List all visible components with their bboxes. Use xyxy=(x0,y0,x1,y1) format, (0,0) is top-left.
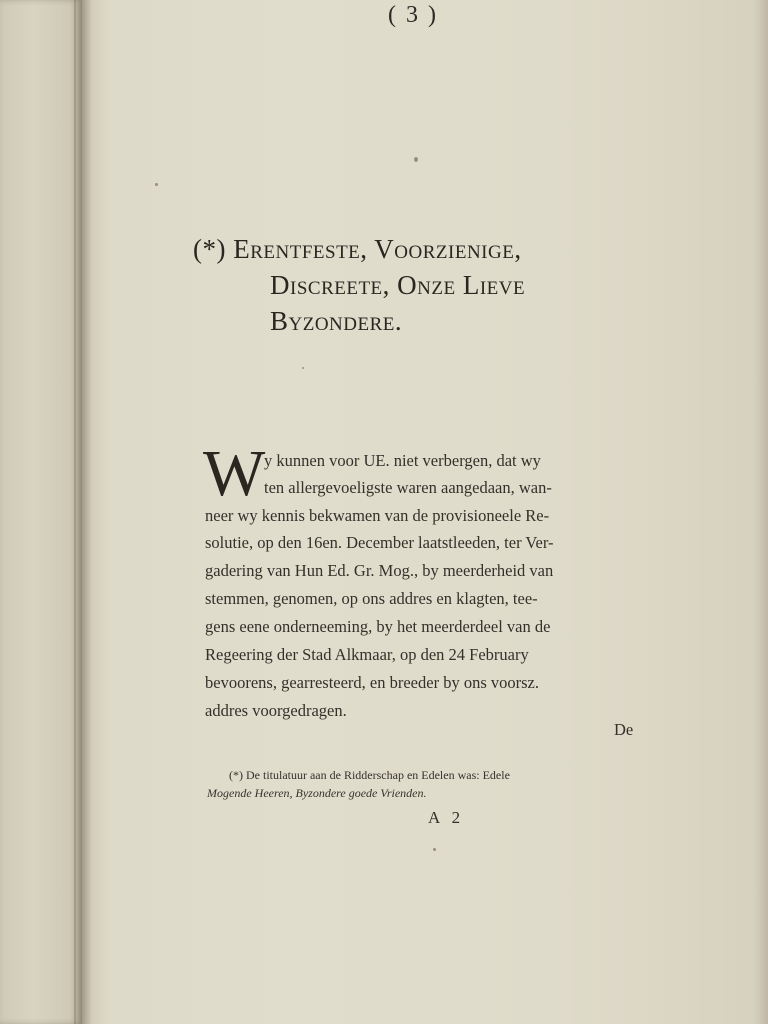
body-line: Regeering der Stad Alkmaar, op den 24 February xyxy=(205,645,529,664)
body-line: neer wy kennis bekwamen van de provisioneele Re- xyxy=(205,506,550,525)
paper-speck xyxy=(155,183,158,186)
body-line: addres voorgedragen. xyxy=(205,701,347,720)
heading-line-2: Discreete, Onze Lieve xyxy=(270,270,526,300)
gutter-shadow xyxy=(82,0,92,1024)
paper-speck xyxy=(414,157,418,162)
paper-speck xyxy=(433,848,436,851)
body-line: bevoorens, gearresteerd, en breeder by ons voorsz. xyxy=(205,673,539,692)
page-edge-line xyxy=(74,0,76,1024)
paper-speck xyxy=(302,367,304,369)
far-page-edge xyxy=(754,0,768,1024)
footnote-line-2: Mogende Heeren, Byzondere goede Vrienden. xyxy=(207,786,427,800)
drop-cap: W xyxy=(203,437,266,510)
body-line: gadering van Hun Ed. Gr. Mog., by meerderheid van xyxy=(205,561,554,580)
page-number: ( 3 ) xyxy=(388,2,438,28)
catchword: De xyxy=(614,720,634,739)
heading-line-1: (*) Erentfeste, Voorzienige, xyxy=(193,234,522,264)
body-line: gens eene onderneeming, by het meerderdeel van de xyxy=(205,617,551,636)
body-line: y kunnen voor UE. niet verbergen, dat wy xyxy=(264,451,541,470)
heading-line-3: Byzondere. xyxy=(270,306,403,336)
body-line: stemmen, genomen, op ons addres en klagten, tee- xyxy=(205,589,538,608)
body-line: solutie, op den 16en. December laatstleeden, ter Ver- xyxy=(205,533,554,552)
left-page-edge xyxy=(0,0,82,1024)
body-line: ten allergevoeligste waren aangedaan, wan- xyxy=(264,478,552,497)
footnote-line-1: (*) De titulatuur aan de Ridderschap en Edelen was: Edele xyxy=(229,768,510,782)
signature-mark: A 2 xyxy=(428,808,465,827)
